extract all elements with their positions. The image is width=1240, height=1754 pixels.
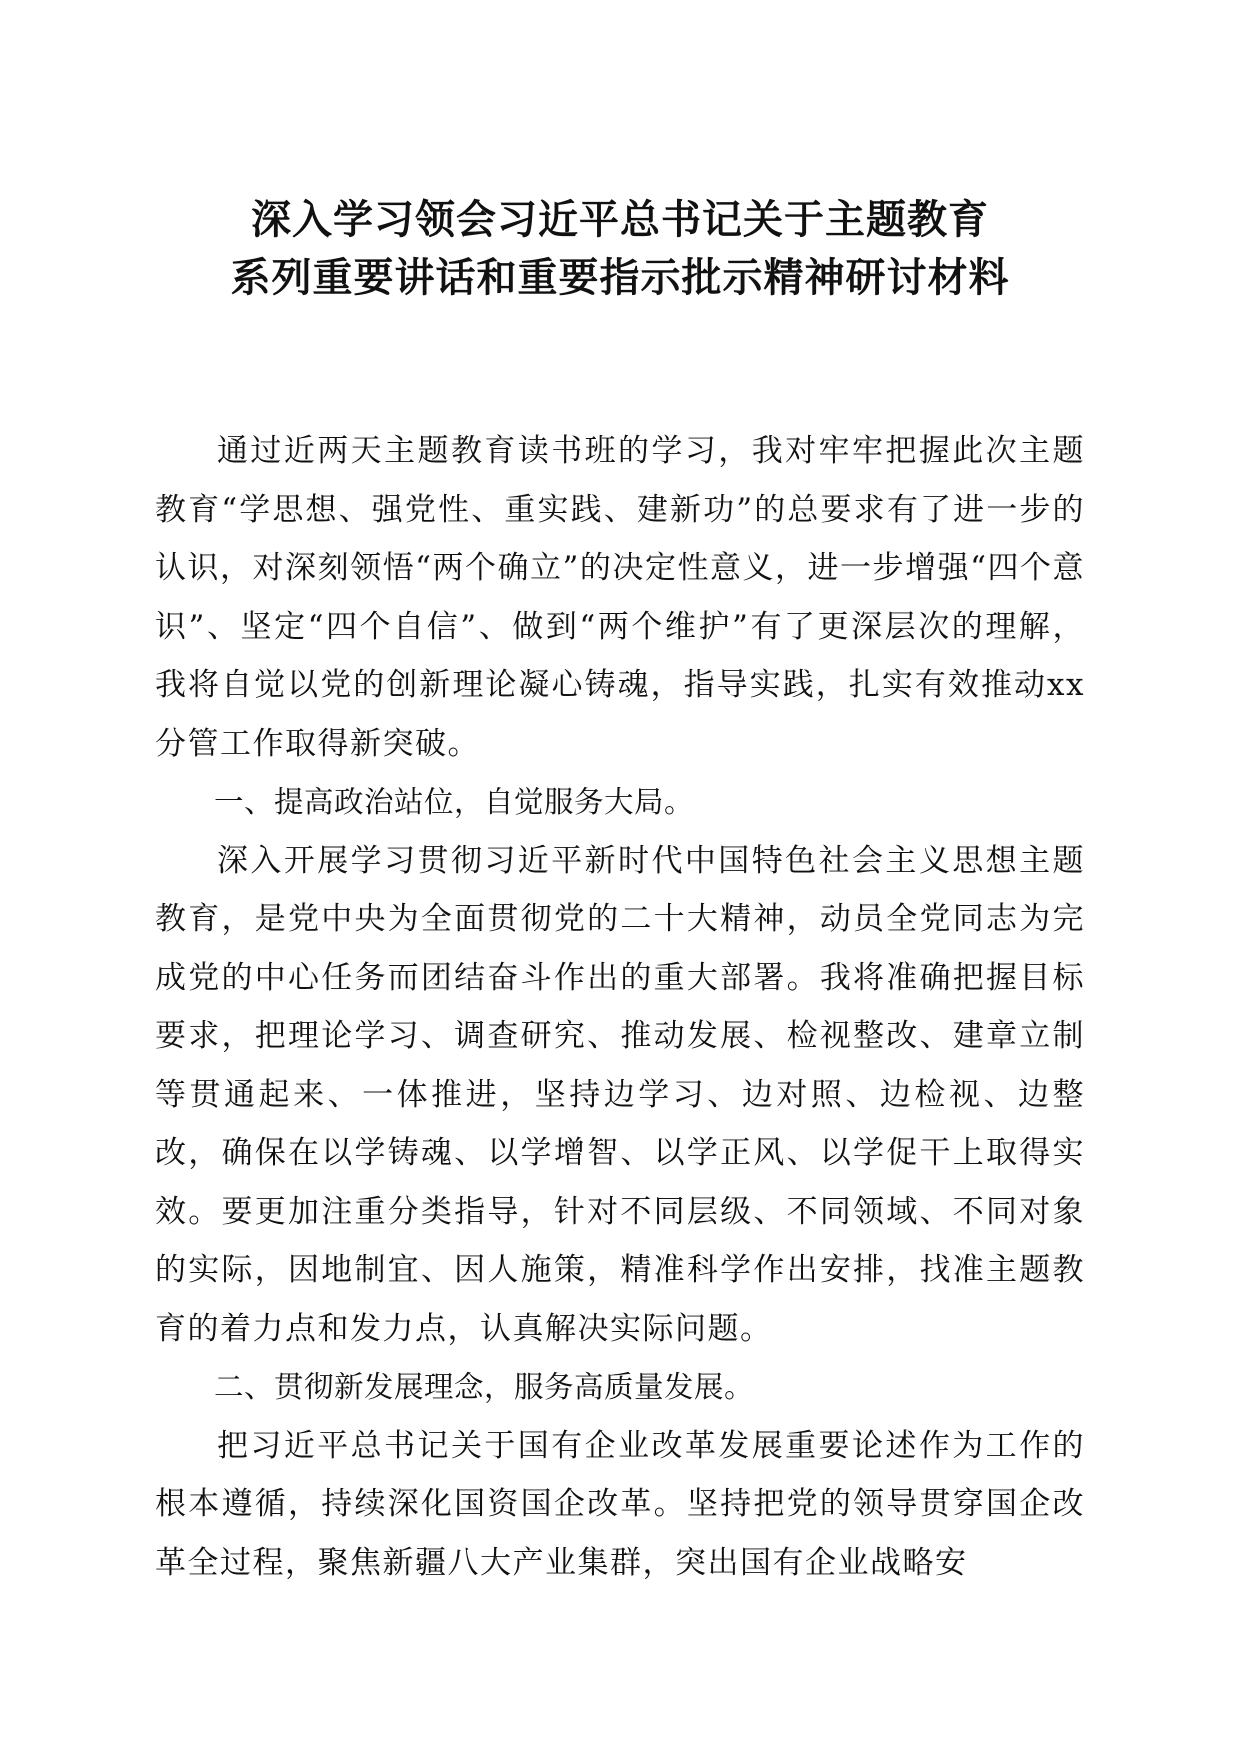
section-2-paragraph: 把习近平总书记关于国有企业改革发展重要论述作为工作的根本遵循，持续深化国资国企改革。坚持把党的领导贯穿国企改革全过程，聚焦新疆八大产业集群，突出国有企业战略安 [155, 1427, 1085, 1581]
section-1-heading: 一、提高政治站位，自觉服务大局。 [214, 785, 695, 819]
document-body [155, 422, 1085, 1592]
document-title-line-2: 系列重要讲话和重要指示批示精神研讨材料 [230, 254, 1010, 301]
intro-paragraph: 通过近两天主题教育读书班的学习，我对牢牢把握此次主题教育“学思想、强党性、重实践、建新功”的总要求有了进一步的认识，对深刻领悟“两个确立”的决定性意义，进一步增强“四个意识”、坚定“四个自信”、做到“两个维护”有了更深层次的理解，我将自觉以党的创新理论凝心铸魂，指导实践，扎实有效推动xx分管工作取得新突破。 [155, 433, 1085, 762]
document-title-line-1: 深入学习领会习近平总书记关于主题教育 [251, 196, 989, 243]
section-1-paragraph: 深入开展学习贯彻习近平新时代中国特色社会主义思想主题教育，是党中央为全面贯彻党的二十大精神，动员全党同志为完成党的中心任务而团结奋斗作出的重大部署。我将准确把握目标要求，把理论学习、调查研究、推动发展、检视整改、建章立制等贯通起来、一体推进，坚持边学习、边对照、边检视、边整改，确保在以学铸魂、以学增智、以学正风、以学促干上取得实效。要更加注重分类指导，针对不同层级、不同领域、不同对象的实际，因地制宜、因人施策，精准科学作出安排，找准主题教育的着力点和发力点，认真解决实际问题。 [155, 842, 1085, 1347]
section-2-heading: 二、贯彻新发展理念，服务高质量发展。 [214, 1370, 755, 1404]
